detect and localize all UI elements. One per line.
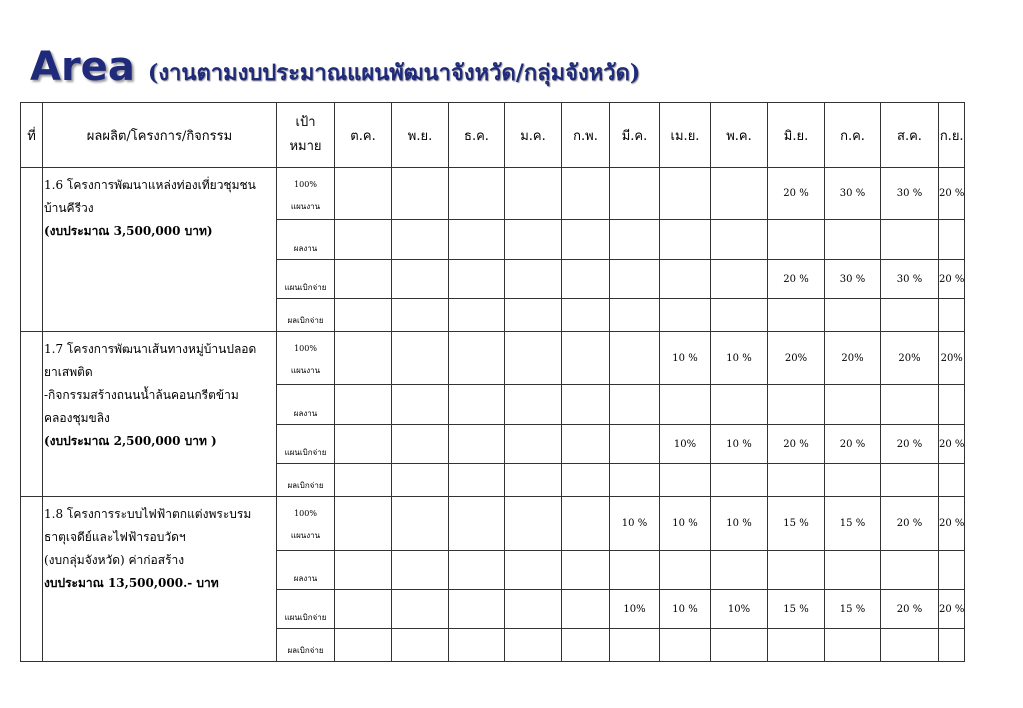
month-value-cell [711,220,768,260]
month-value-cell: 30 % [825,168,881,220]
month-value-cell: 20% [881,332,939,385]
month-value-cell [610,425,660,464]
month-value-cell [392,464,449,497]
header-month: มี.ค. [610,103,660,168]
target-label: แผนงาน [290,531,321,540]
month-value-cell [711,299,768,332]
month-value-cell [768,385,825,425]
month-value-cell [939,629,965,662]
month-value-cell: 20 % [939,260,965,299]
header-month: ก.พ. [562,103,610,168]
month-value-cell: 15 % [768,497,825,551]
month-value-cell [505,299,562,332]
month-value-cell [825,220,881,260]
target-label: แผนเบิกจ่าย [284,448,327,457]
month-value-cell [449,425,505,464]
table-body [21,168,965,662]
month-value-cell [711,629,768,662]
month-value-cell: 20 % [881,590,939,629]
month-value-cell [610,551,660,590]
month-value-cell: 10 % [660,590,711,629]
month-value-cell [660,299,711,332]
month-value-cell: 20 % [939,590,965,629]
month-value-cell [825,629,881,662]
month-value-cell: 30 % [881,168,939,220]
month-value-cell [449,332,505,385]
month-value-cell [505,385,562,425]
month-value-cell [660,168,711,220]
month-value-cell [768,220,825,260]
header-target-line2: หมาย [289,139,322,154]
month-value-cell [449,220,505,260]
row-number-cell [21,332,43,497]
month-value-cell [881,629,939,662]
month-value-cell [660,385,711,425]
month-value-cell [505,168,562,220]
header-target [277,103,335,168]
project-description-line: ธาตุเจดีย์และไฟฟ้ารอบวัดฯ [44,530,186,544]
month-value-cell [825,385,881,425]
month-value-cell [392,497,449,551]
month-value-cell [562,220,610,260]
month-value-cell [610,332,660,385]
month-value-cell [881,385,939,425]
month-value-cell [939,220,965,260]
month-value-cell [449,464,505,497]
month-value-cell [505,590,562,629]
month-value-cell [881,220,939,260]
month-value-cell [449,168,505,220]
month-value-cell [610,299,660,332]
month-value-cell [939,551,965,590]
month-value-cell [881,299,939,332]
month-value-cell: 15 % [825,590,881,629]
month-value-cell: 10 % [711,332,768,385]
month-value-cell [505,260,562,299]
month-value-cell [449,629,505,662]
month-value-cell [392,590,449,629]
month-value-cell [335,332,392,385]
project-description-line: (งบกลุ่มจังหวัด) ค่าก่อสร้าง [44,553,185,567]
month-value-cell [505,497,562,551]
header-month: พ.ย. [392,103,449,168]
month-value-cell: 10 % [660,332,711,385]
table-header-row [21,103,965,168]
month-value-cell: 20% [768,332,825,385]
project-description-cell [43,497,277,662]
header-project: ผลผลิต/โครงการ/กิจกรรม [43,103,277,168]
target-label: แผนงาน [290,202,321,211]
month-value-cell [939,464,965,497]
month-value-cell: 10% [610,590,660,629]
month-value-cell: 10 % [711,425,768,464]
month-value-cell [505,425,562,464]
project-description-line: คลองชุมขลิง [44,411,110,425]
month-value-cell [335,425,392,464]
month-value-cell [562,425,610,464]
month-value-cell [711,464,768,497]
month-value-cell: 20% [825,332,881,385]
month-value-cell: 30 % [881,260,939,299]
month-value-cell [881,464,939,497]
month-value-cell [825,299,881,332]
month-value-cell [335,629,392,662]
target-label-cell [277,385,335,425]
month-value-cell: 20 % [939,497,965,551]
month-value-cell [449,551,505,590]
target-label: แผนเบิกจ่าย [284,283,327,292]
month-value-cell: 20 % [881,425,939,464]
month-value-cell [768,299,825,332]
month-value-cell [610,385,660,425]
month-value-cell: 20% [939,332,965,385]
month-value-cell [505,464,562,497]
header-month: ธ.ค. [449,103,505,168]
target-label-cell [277,464,335,497]
month-value-cell [505,629,562,662]
target-label: ผลงาน [293,244,318,253]
month-value-cell [449,497,505,551]
month-value-cell: 30 % [825,260,881,299]
month-value-cell [335,299,392,332]
project-description-line: ยาเสพติด [44,365,93,379]
header-month: เม.ย. [660,103,711,168]
target-label-cell [277,551,335,590]
month-value-cell [711,260,768,299]
project-description-cell [43,168,277,332]
month-value-cell: 20 % [768,425,825,464]
month-value-cell [660,629,711,662]
month-value-cell [392,551,449,590]
target-label: ผลงาน [293,574,318,583]
target-label: ผลเบิกจ่าย [287,646,324,655]
month-value-cell [939,385,965,425]
month-value-cell [392,260,449,299]
target-label: แผนเบิกจ่าย [284,613,327,622]
month-value-cell [505,332,562,385]
target-label: ผลเบิกจ่าย [287,481,324,490]
month-value-cell [768,629,825,662]
month-value-cell [449,385,505,425]
table-row [21,168,965,220]
month-value-cell [610,220,660,260]
project-description-line: 1.8 โครงการระบบไฟฟ้าตกแต่งพระบรม [44,507,252,521]
month-value-cell [768,551,825,590]
target-label-cell [277,220,335,260]
month-value-cell [562,497,610,551]
month-value-cell [610,464,660,497]
month-value-cell: 20 % [768,168,825,220]
month-value-cell [610,168,660,220]
row-number-cell [21,168,43,332]
page-title [30,44,640,90]
target-label-cell [277,299,335,332]
budget-plan-table [20,102,965,662]
month-value-cell [392,629,449,662]
month-value-cell [335,260,392,299]
target-label-cell [277,425,335,464]
month-value-cell [335,497,392,551]
month-value-cell [660,260,711,299]
month-value-cell [449,590,505,629]
month-value-cell [449,299,505,332]
month-value-cell [562,260,610,299]
target-label-cell [277,168,335,220]
month-value-cell [562,464,610,497]
month-value-cell [660,464,711,497]
month-value-cell [392,299,449,332]
title-main: Area [30,44,135,90]
month-value-cell [392,425,449,464]
month-value-cell: 10 % [610,497,660,551]
project-description-line: 1.6 โครงการพัฒนาแหล่งท่องเที่ยวชุมชน [44,178,256,192]
month-value-cell [335,385,392,425]
month-value-cell [610,260,660,299]
month-value-cell: 10 % [660,497,711,551]
month-value-cell [562,629,610,662]
header-month: ม.ค. [505,103,562,168]
header-no: ที่ [21,103,43,168]
month-value-cell [825,551,881,590]
target-percent: 100% [294,180,317,189]
target-label-cell [277,629,335,662]
target-percent: 100% [294,344,317,353]
target-label: ผลงาน [293,409,318,418]
month-value-cell [335,220,392,260]
month-value-cell: 20 % [768,260,825,299]
month-value-cell [449,260,505,299]
month-value-cell [505,220,562,260]
month-value-cell [562,551,610,590]
month-value-cell [711,551,768,590]
month-value-cell [660,220,711,260]
month-value-cell [392,332,449,385]
month-value-cell: 20 % [825,425,881,464]
month-value-cell [562,168,610,220]
header-month: พ.ค. [711,103,768,168]
month-value-cell [392,220,449,260]
month-value-cell: 15 % [825,497,881,551]
title-subtitle: (งานตามงบประมาณแผนพัฒนาจังหวัด/กลุ่มจังหวัด) [147,60,641,86]
header-month: ต.ค. [335,103,392,168]
project-description-cell [43,332,277,497]
target-percent: 100% [294,509,317,518]
month-value-cell [562,332,610,385]
month-value-cell: 10% [660,425,711,464]
month-value-cell [335,168,392,220]
project-description-line: งบประมาณ 13,500,000.- บาท [44,576,219,590]
month-value-cell [881,551,939,590]
table-row [21,497,965,551]
month-value-cell [939,299,965,332]
month-value-cell: 20 % [939,168,965,220]
header-target-line1: เป้า [295,115,316,130]
header-month: มิ.ย. [768,103,825,168]
header-month: ก.ค. [825,103,881,168]
target-label: แผนงาน [290,366,321,375]
month-value-cell: 20 % [939,425,965,464]
month-value-cell [711,385,768,425]
month-value-cell [768,464,825,497]
month-value-cell [660,551,711,590]
month-value-cell [610,629,660,662]
month-value-cell [825,464,881,497]
project-description-line: (งบประมาณ 3,500,000 บาท) [44,224,213,238]
month-value-cell: 20 % [881,497,939,551]
month-value-cell [505,551,562,590]
project-description-line: บ้านคีรีวง [44,201,94,215]
target-label-cell [277,332,335,385]
month-value-cell [711,168,768,220]
month-value-cell [562,385,610,425]
header-month: ส.ค. [881,103,939,168]
month-value-cell [335,590,392,629]
month-value-cell [392,168,449,220]
target-label-cell [277,590,335,629]
target-label: ผลเบิกจ่าย [287,316,324,325]
header-month: ก.ย. [939,103,965,168]
month-value-cell [562,299,610,332]
month-value-cell [562,590,610,629]
target-label-cell [277,260,335,299]
table-row [21,332,965,385]
project-description-line: (งบประมาณ 2,500,000 บาท ) [44,434,217,448]
month-value-cell [392,385,449,425]
month-value-cell [335,464,392,497]
project-description-line: 1.7 โครงการพัฒนาเส้นทางหมู่บ้านปลอด [44,342,257,356]
project-description-line: -กิจกรรมสร้างถนนน้ำล้นคอนกรีตข้าม [44,388,239,402]
row-number-cell [21,497,43,662]
month-value-cell: 10% [711,590,768,629]
month-value-cell [335,551,392,590]
month-value-cell: 10 % [711,497,768,551]
month-value-cell: 15 % [768,590,825,629]
target-label-cell [277,497,335,551]
